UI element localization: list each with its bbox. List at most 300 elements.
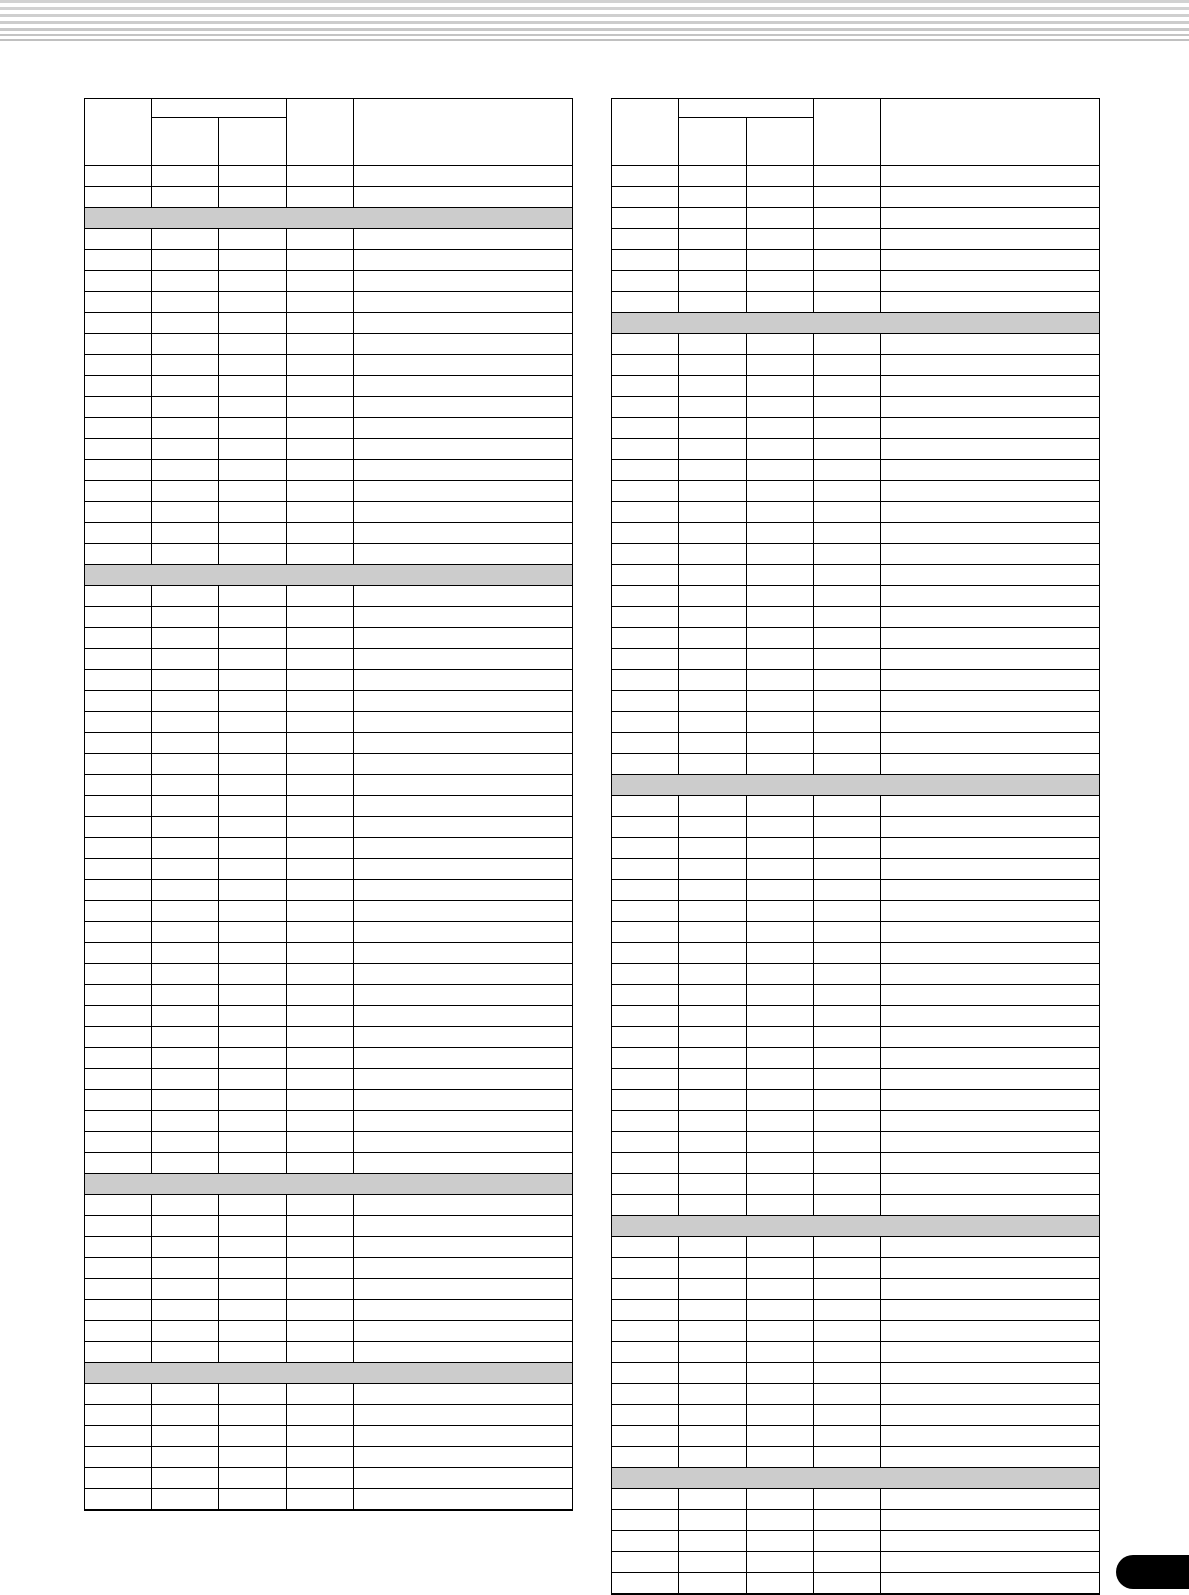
- right-table-cell: [612, 880, 679, 901]
- left-table-row: [85, 628, 573, 649]
- right-table-cell: [612, 397, 679, 418]
- left-table-cell: [85, 544, 152, 565]
- right-section-cell: [612, 1468, 1100, 1489]
- right-table-row: [612, 1447, 1100, 1468]
- right-table-cell: [612, 481, 679, 502]
- right-table-row: [612, 166, 1100, 187]
- right-table-cell: [747, 1153, 814, 1174]
- right-table-cell: [679, 1132, 747, 1153]
- left-table-cell: [287, 1321, 354, 1342]
- right-table-cell: [881, 754, 1100, 775]
- left-table-cell: [287, 775, 354, 796]
- left-table-cell: [152, 1468, 219, 1489]
- left-table-cell: [287, 1258, 354, 1279]
- right-table-cell: [679, 229, 747, 250]
- right-table-header-row: [612, 99, 1100, 118]
- right-header-cell-4: [814, 99, 881, 166]
- left-table-cell: [85, 1132, 152, 1153]
- left-table-cell: [354, 1405, 573, 1426]
- right-table-cell: [881, 985, 1100, 1006]
- left-table-cell: [219, 1216, 287, 1237]
- right-table-cell: [747, 187, 814, 208]
- left-table-cell: [287, 271, 354, 292]
- left-table-cell: [152, 1321, 219, 1342]
- left-table-cell: [354, 187, 573, 208]
- left-table-cell: [152, 1006, 219, 1027]
- left-subheader-cell-2: [152, 118, 219, 166]
- left-table-cell: [219, 1111, 287, 1132]
- left-table-cell: [85, 1153, 152, 1174]
- right-table-cell: [747, 880, 814, 901]
- left-table-cell: [287, 1237, 354, 1258]
- left-table-cell: [354, 1069, 573, 1090]
- left-table-row: [85, 1027, 573, 1048]
- left-table-cell: [219, 1258, 287, 1279]
- left-table-cell: [354, 481, 573, 502]
- left-table-row: [85, 838, 573, 859]
- left-table-cell: [219, 859, 287, 880]
- right-table-cell: [814, 1090, 881, 1111]
- right-table-row: [612, 880, 1100, 901]
- left-table-row: [85, 1468, 573, 1489]
- left-table-cell: [287, 439, 354, 460]
- right-table-cell: [747, 607, 814, 628]
- right-table-cell: [747, 1321, 814, 1342]
- left-table-cell: [354, 418, 573, 439]
- right-table-cell: [679, 1153, 747, 1174]
- right-table-cell: [679, 355, 747, 376]
- right-table-cell: [679, 292, 747, 313]
- left-table-cell: [85, 901, 152, 922]
- right-table-row: [612, 838, 1100, 859]
- left-table-cell: [152, 313, 219, 334]
- left-table-cell: [152, 1405, 219, 1426]
- right-table-cell: [612, 733, 679, 754]
- right-section-row: [612, 313, 1100, 334]
- right-table-cell: [881, 1111, 1100, 1132]
- right-table-row: [612, 1048, 1100, 1069]
- left-table-cell: [152, 670, 219, 691]
- right-table-cell: [747, 859, 814, 880]
- right-table-row: [612, 1405, 1100, 1426]
- right-table-cell: [814, 1006, 881, 1027]
- left-table-cell: [287, 586, 354, 607]
- left-table-cell: [287, 502, 354, 523]
- right-table-cell: [814, 502, 881, 523]
- left-table-cell: [152, 691, 219, 712]
- right-table-cell: [612, 208, 679, 229]
- left-table-cell: [287, 418, 354, 439]
- left-table-cell: [354, 397, 573, 418]
- right-table-cell: [612, 1573, 679, 1595]
- right-table-row: [612, 1195, 1100, 1216]
- left-table-cell: [85, 775, 152, 796]
- left-table-cell: [287, 1006, 354, 1027]
- right-table-cell: [612, 544, 679, 565]
- left-table-cell: [152, 397, 219, 418]
- left-table-cell: [354, 922, 573, 943]
- left-table-cell: [287, 187, 354, 208]
- left-table-cell: [219, 628, 287, 649]
- left-table-row: [85, 1237, 573, 1258]
- right-table-cell: [747, 439, 814, 460]
- right-table-cell: [612, 229, 679, 250]
- right-table-cell: [881, 1006, 1100, 1027]
- right-table-row: [612, 922, 1100, 943]
- left-table-cell: [219, 1447, 287, 1468]
- right-table-cell: [612, 1174, 679, 1195]
- left-table-cell: [219, 1384, 287, 1405]
- header-decoration: [0, 0, 1189, 42]
- left-table-row: [85, 460, 573, 481]
- right-table-cell: [747, 1069, 814, 1090]
- right-table-cell: [747, 733, 814, 754]
- right-table-cell: [881, 712, 1100, 733]
- left-table-cell: [152, 1384, 219, 1405]
- left-table-cell: [287, 1027, 354, 1048]
- left-table-cell: [152, 1069, 219, 1090]
- right-table-cell: [679, 712, 747, 733]
- right-table-cell: [679, 859, 747, 880]
- right-table: [611, 98, 1100, 1595]
- left-table-cell: [85, 1489, 152, 1511]
- left-table-cell: [287, 1090, 354, 1111]
- left-table-row: [85, 271, 573, 292]
- right-table-row: [612, 397, 1100, 418]
- left-table-cell: [85, 523, 152, 544]
- right-table-row: [612, 229, 1100, 250]
- right-table-cell: [612, 1300, 679, 1321]
- left-table-cell: [85, 502, 152, 523]
- right-table-row: [612, 1510, 1100, 1531]
- left-table-row: [85, 313, 573, 334]
- right-table-cell: [612, 1321, 679, 1342]
- left-table-row: [85, 250, 573, 271]
- right-table-cell: [814, 1342, 881, 1363]
- right-table-cell: [814, 754, 881, 775]
- right-table-row: [612, 1426, 1100, 1447]
- left-table-cell: [219, 838, 287, 859]
- right-table-cell: [881, 1090, 1100, 1111]
- left-table-row: [85, 649, 573, 670]
- left-table-cell: [152, 649, 219, 670]
- right-table-cell: [679, 1279, 747, 1300]
- right-table-cell: [881, 292, 1100, 313]
- right-table-cell: [747, 964, 814, 985]
- left-table-cell: [219, 502, 287, 523]
- left-table-cell: [152, 1279, 219, 1300]
- right-table-cell: [679, 1258, 747, 1279]
- left-table-cell: [219, 544, 287, 565]
- right-table-cell: [881, 1258, 1100, 1279]
- left-table-cell: [219, 586, 287, 607]
- left-table-cell: [152, 796, 219, 817]
- left-table-cell: [354, 166, 573, 187]
- right-table-cell: [747, 943, 814, 964]
- left-table-cell: [354, 1258, 573, 1279]
- left-table-cell: [354, 586, 573, 607]
- left-table-cell: [219, 292, 287, 313]
- left-table-cell: [152, 880, 219, 901]
- right-table-cell: [814, 1279, 881, 1300]
- right-table-cell: [881, 1237, 1100, 1258]
- right-table-cell: [881, 1552, 1100, 1573]
- left-table-cell: [85, 1468, 152, 1489]
- right-table-row: [612, 502, 1100, 523]
- left-table-cell: [85, 1090, 152, 1111]
- left-table-cell: [85, 985, 152, 1006]
- left-table-cell: [354, 880, 573, 901]
- right-table-cell: [612, 649, 679, 670]
- right-table-cell: [679, 1006, 747, 1027]
- right-table-cell: [881, 901, 1100, 922]
- right-table-cell: [612, 523, 679, 544]
- right-table-cell: [679, 586, 747, 607]
- left-table-cell: [85, 481, 152, 502]
- left-table-cell: [354, 775, 573, 796]
- left-table-cell: [354, 964, 573, 985]
- left-table-cell: [152, 838, 219, 859]
- right-table-cell: [814, 397, 881, 418]
- right-table-row: [612, 1573, 1100, 1595]
- left-table-cell: [287, 334, 354, 355]
- right-table-cell: [612, 754, 679, 775]
- left-table-cell: [85, 355, 152, 376]
- left-table-cell: [85, 649, 152, 670]
- left-table-cell: [219, 397, 287, 418]
- left-table-cell: [85, 1111, 152, 1132]
- right-table-row: [612, 1132, 1100, 1153]
- left-table-row: [85, 1300, 573, 1321]
- right-table-row: [612, 628, 1100, 649]
- left-table-cell: [354, 334, 573, 355]
- right-table-cell: [747, 523, 814, 544]
- left-table-row: [85, 712, 573, 733]
- right-table-cell: [679, 754, 747, 775]
- left-table-cell: [287, 544, 354, 565]
- left-table-cell: [287, 229, 354, 250]
- right-table-cell: [679, 1300, 747, 1321]
- right-table-row: [612, 817, 1100, 838]
- left-table-cell: [287, 943, 354, 964]
- right-table-cell: [814, 985, 881, 1006]
- right-table-row: [612, 1300, 1100, 1321]
- right-table-cell: [881, 1363, 1100, 1384]
- left-table-cell: [152, 439, 219, 460]
- right-table-row: [612, 691, 1100, 712]
- left-table-row: [85, 1069, 573, 1090]
- right-table-cell: [881, 922, 1100, 943]
- right-table-cell: [881, 1510, 1100, 1531]
- left-table-cell: [152, 1489, 219, 1511]
- right-table-cell: [679, 187, 747, 208]
- right-table-cell: [612, 817, 679, 838]
- left-table-cell: [152, 376, 219, 397]
- left-table-cell: [219, 418, 287, 439]
- right-table-cell: [612, 1090, 679, 1111]
- right-table-cell: [612, 859, 679, 880]
- right-table-cell: [612, 250, 679, 271]
- left-table-cell: [287, 376, 354, 397]
- left-table-cell: [354, 544, 573, 565]
- left-table-cell: [354, 1195, 573, 1216]
- right-table-cell: [612, 1153, 679, 1174]
- left-table-row: [85, 1447, 573, 1468]
- right-table-cell: [881, 502, 1100, 523]
- right-table-cell: [747, 544, 814, 565]
- left-table-row: [85, 166, 573, 187]
- right-table-cell: [679, 502, 747, 523]
- right-table-cell: [747, 376, 814, 397]
- left-table-row: [85, 1048, 573, 1069]
- left-table-row: [85, 1321, 573, 1342]
- left-table-cell: [219, 670, 287, 691]
- left-table-row: [85, 229, 573, 250]
- right-table-cell: [747, 1405, 814, 1426]
- left-table-cell: [354, 460, 573, 481]
- left-section-row: [85, 1363, 573, 1384]
- right-table-cell: [881, 628, 1100, 649]
- right-table-cell: [679, 1510, 747, 1531]
- left-table-cell: [287, 859, 354, 880]
- right-table-cell: [747, 460, 814, 481]
- left-table-cell: [219, 1405, 287, 1426]
- right-table-row: [612, 1279, 1100, 1300]
- right-table-cell: [747, 481, 814, 502]
- right-table-row: [612, 754, 1100, 775]
- left-table-cell: [152, 628, 219, 649]
- right-table-cell: [881, 565, 1100, 586]
- left-table-cell: [85, 460, 152, 481]
- left-table-cell: [354, 712, 573, 733]
- right-table-cell: [747, 1090, 814, 1111]
- right-table-cell: [612, 1489, 679, 1510]
- left-table-cell: [152, 502, 219, 523]
- right-table-cell: [747, 1279, 814, 1300]
- left-table-cell: [219, 334, 287, 355]
- left-table-cell: [85, 754, 152, 775]
- left-table-cell: [354, 670, 573, 691]
- right-table-cell: [814, 166, 881, 187]
- right-table-cell: [747, 1132, 814, 1153]
- left-table-cell: [354, 250, 573, 271]
- right-table-cell: [679, 880, 747, 901]
- left-table-row: [85, 754, 573, 775]
- right-table-cell: [612, 1006, 679, 1027]
- left-table-cell: [85, 187, 152, 208]
- left-table-header-row: [85, 99, 573, 118]
- left-table-cell: [219, 1195, 287, 1216]
- right-table-cell: [679, 208, 747, 229]
- left-table-cell: [287, 460, 354, 481]
- left-table-cell: [287, 1195, 354, 1216]
- left-table-body: [85, 99, 573, 1511]
- left-table-row: [85, 1006, 573, 1027]
- left-table-cell: [354, 1090, 573, 1111]
- left-table-cell: [152, 586, 219, 607]
- left-table-cell: [354, 1342, 573, 1363]
- left-table-cell: [354, 607, 573, 628]
- right-table-cell: [679, 544, 747, 565]
- left-table-cell: [152, 775, 219, 796]
- right-table-cell: [679, 628, 747, 649]
- right-table-cell: [747, 712, 814, 733]
- left-table-cell: [287, 1405, 354, 1426]
- right-table-row: [612, 859, 1100, 880]
- left-table-cell: [287, 1447, 354, 1468]
- left-table-cell: [354, 1279, 573, 1300]
- right-table-cell: [814, 922, 881, 943]
- right-table-cell: [814, 523, 881, 544]
- left-table-cell: [85, 586, 152, 607]
- right-table-cell: [612, 1279, 679, 1300]
- left-table-cell: [219, 271, 287, 292]
- left-table-cell: [219, 1048, 287, 1069]
- left-table-cell: [152, 1300, 219, 1321]
- left-header-group-cell: [152, 99, 287, 118]
- right-table-cell: [612, 334, 679, 355]
- right-table-row: [612, 1237, 1100, 1258]
- left-table-cell: [85, 1300, 152, 1321]
- right-table-cell: [881, 670, 1100, 691]
- left-table-cell: [85, 1405, 152, 1426]
- left-table-cell: [354, 1006, 573, 1027]
- right-table-cell: [612, 985, 679, 1006]
- right-table-cell: [814, 1531, 881, 1552]
- left-section-row: [85, 208, 573, 229]
- right-table-cell: [679, 649, 747, 670]
- right-table-cell: [612, 943, 679, 964]
- right-table-cell: [679, 817, 747, 838]
- left-table-cell: [219, 313, 287, 334]
- right-table-cell: [881, 544, 1100, 565]
- right-table-cell: [612, 502, 679, 523]
- right-table-row: [612, 1363, 1100, 1384]
- left-table-cell: [152, 1342, 219, 1363]
- right-table-cell: [881, 1069, 1100, 1090]
- left-table-cell: [219, 1132, 287, 1153]
- left-table-cell: [354, 292, 573, 313]
- left-table-cell: [287, 733, 354, 754]
- right-table-cell: [881, 1027, 1100, 1048]
- left-table-cell: [85, 418, 152, 439]
- right-table-cell: [679, 796, 747, 817]
- left-table-cell: [152, 355, 219, 376]
- left-table-cell: [219, 460, 287, 481]
- left-table-row: [85, 670, 573, 691]
- right-table-cell: [747, 250, 814, 271]
- left-table-row: [85, 355, 573, 376]
- left-table-cell: [85, 1237, 152, 1258]
- right-table-cell: [612, 712, 679, 733]
- right-table-row: [612, 1258, 1100, 1279]
- left-table-row: [85, 481, 573, 502]
- right-table-row: [612, 544, 1100, 565]
- right-table-cell: [814, 187, 881, 208]
- right-table-row: [612, 271, 1100, 292]
- right-table-row: [612, 1090, 1100, 1111]
- right-table-cell: [747, 1573, 814, 1595]
- left-table-cell: [219, 229, 287, 250]
- right-table-cell: [814, 481, 881, 502]
- right-table-cell: [679, 670, 747, 691]
- right-table-row: [612, 1531, 1100, 1552]
- right-table-cell: [814, 1111, 881, 1132]
- right-table-cell: [814, 208, 881, 229]
- right-table-row: [612, 292, 1100, 313]
- left-table-row: [85, 607, 573, 628]
- left-table-cell: [85, 1069, 152, 1090]
